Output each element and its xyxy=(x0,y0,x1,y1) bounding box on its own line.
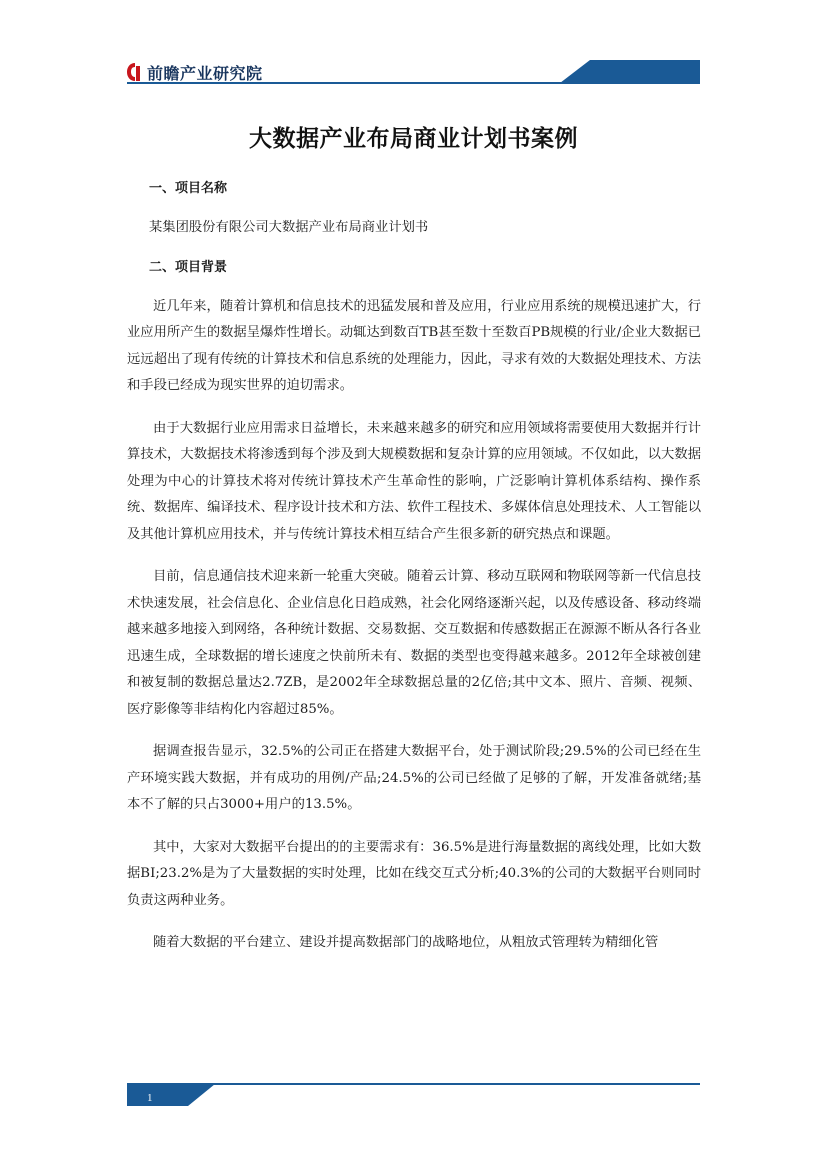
header-decoration xyxy=(0,0,827,90)
document-title: 大数据产业布局商业计划书案例 xyxy=(249,125,578,152)
brand-logo xyxy=(127,60,263,84)
paragraph: 据调查报告显示，32.5%的公司正在搭建大数据平台，处于测试阶段;29.5%的公司已经在生产环境实践大数据，并有成功的用例/产品;24.5%的公司已经做了足够的了解，开发准备就绪;基本不了解的只占3000+用户的13.5%。 xyxy=(127,744,701,812)
paragraph: 其中，大家对大数据平台提出的的主要需求有：36.5%是进行海量数据的离线处理，比如大数据BI;23.2%是为了大量数据的实时处理，比如在线交互式分析;40.3%的公司的大数据平台则同时负责这两种业务。 xyxy=(127,839,701,908)
brand-name: 前瞻产业研究院 xyxy=(147,63,263,83)
document-body xyxy=(127,177,701,957)
section-heading: 一、项目名称 xyxy=(149,181,228,196)
paragraph: 由于大数据行业应用需求日益增长，未来越来越多的研究和应用领域将需要使用大数据并行计算技术，大数据技术将渗透到每个涉及到大规模数据和复杂计算的应用领域。不仅如此，以大数据处理为中心的计算技术将对传统计算技术产生革命性的影响，广泛影响计算机体系结构、操作系统、数据库、编译技术、程序设计技术和方法、软件工程技术、多媒体信息处理技术、人工智能以及其他计算机应用技术，并与传统计算技术相互结合产生很多新的研究热点和课题。 xyxy=(127,420,701,542)
paragraph: 随着大数据的平台建立、建设并提高数据部门的战略地位，从粗放式管理转为精细化管 xyxy=(153,935,659,950)
paragraph: 近几年来，随着计算机和信息技术的迅猛发展和普及应用，行业应用系统的规模迅速扩大，行业应用所产生的数据呈爆炸性增长。动辄达到数百TB甚至数十至数百PB规模的行业/企业大数据已远远超出了现有传统的计算技术和信息系统的处理能力，因此，寻求有效的大数据处理技术、方法和手段已经成为现实世界的迫切需求。 xyxy=(127,298,701,393)
paragraph: 目前，信息通信技术迎来新一轮重大突破。随着云计算、移动互联网和物联网等新一代信息技术快速发展，社会信息化、企业信息化日趋成熟，社会化网络逐渐兴起，以及传感设备、移动终端越来越多地接入到网络，各种统计数据、交易数据、交互数据和传感数据正在源源不断从各行各业迅速生成，全球数据的增长速度之快前所未有、数据的类型也变得越来越多。2012年全球被创建和被复制的数据总量达2.7ZB，是2002年全球数据总量的2亿倍;其中文本、照片、音频、视频、医疗影像等非结构化内容超过85%。 xyxy=(127,569,701,717)
section-heading: 二、项目背景 xyxy=(149,259,228,275)
page-header xyxy=(0,0,827,90)
project-name-text: 某集团股份有限公司大数据产业布局商业计划书 xyxy=(149,220,429,235)
qianzhan-logo-icon xyxy=(127,62,143,82)
page-number: 1 xyxy=(147,1092,153,1104)
footer-decoration xyxy=(0,1080,827,1120)
